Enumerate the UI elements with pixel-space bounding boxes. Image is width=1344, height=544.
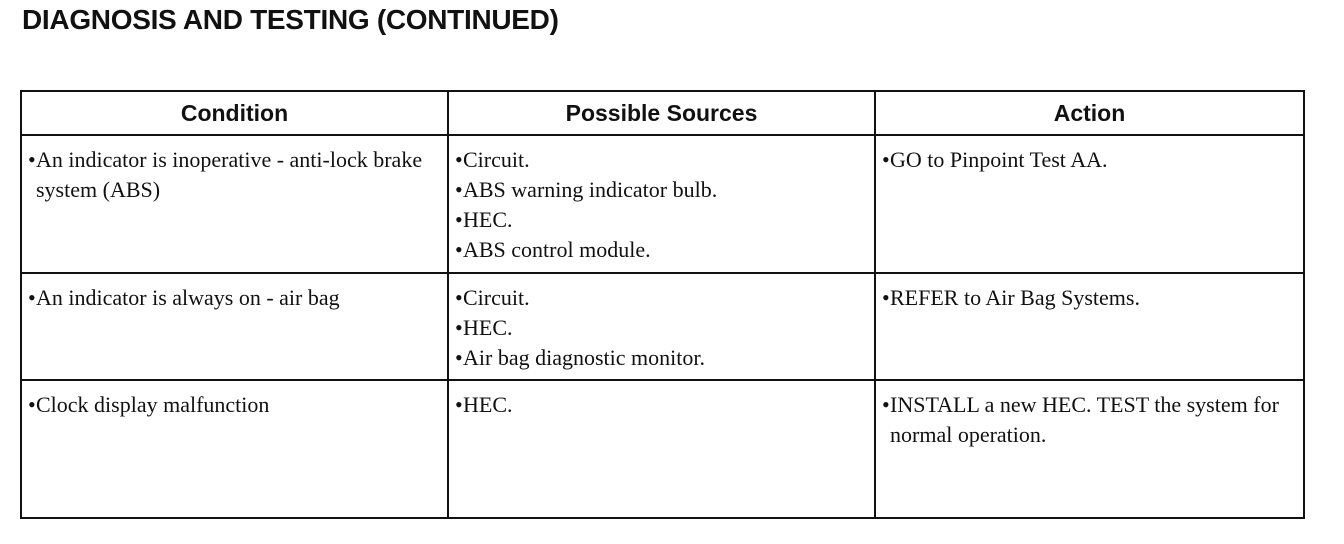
condition-cell bbox=[21, 273, 448, 380]
list-item bbox=[455, 313, 868, 343]
list-item bbox=[455, 175, 868, 205]
source-text: Air bag diagnostic monitor. bbox=[463, 345, 705, 370]
list-item bbox=[28, 390, 441, 420]
list-item bbox=[455, 343, 868, 373]
bullet-icon: • bbox=[882, 285, 890, 310]
diagnosis-table bbox=[20, 90, 1305, 519]
action-cell bbox=[875, 135, 1304, 273]
header-possible-sources: Possible Sources bbox=[448, 91, 875, 135]
list-item bbox=[455, 145, 868, 175]
action-cell bbox=[875, 273, 1304, 380]
action-text: GO to Pinpoint Test AA. bbox=[890, 147, 1108, 172]
action-text: INSTALL a new HEC. TEST the system for normal operation. bbox=[890, 392, 1279, 447]
bullet-icon: • bbox=[455, 345, 463, 370]
source-text: ABS control module. bbox=[463, 237, 651, 262]
list-item bbox=[882, 283, 1297, 313]
bullet-icon: • bbox=[455, 147, 463, 172]
condition-cell bbox=[21, 380, 448, 518]
source-text: HEC. bbox=[463, 315, 513, 340]
bullet-icon: • bbox=[882, 147, 890, 172]
bullet-icon: • bbox=[28, 285, 36, 310]
page-title: DIAGNOSIS AND TESTING (CONTINUED) bbox=[22, 4, 559, 35]
list-item bbox=[882, 145, 1297, 175]
list-item bbox=[455, 235, 868, 265]
header-condition: Condition bbox=[21, 91, 448, 135]
sources-cell bbox=[448, 135, 875, 273]
condition-cell bbox=[21, 135, 448, 273]
source-text: HEC. bbox=[463, 392, 513, 417]
source-text: Circuit. bbox=[463, 285, 530, 310]
table-row bbox=[21, 135, 1304, 273]
action-text: REFER to Air Bag Systems. bbox=[890, 285, 1140, 310]
sources-cell bbox=[448, 380, 875, 518]
list-item bbox=[455, 283, 868, 313]
bullet-icon: • bbox=[455, 392, 463, 417]
bullet-icon: • bbox=[455, 177, 463, 202]
sources-cell bbox=[448, 273, 875, 380]
bullet-icon: • bbox=[882, 392, 890, 417]
bullet-icon: • bbox=[28, 392, 36, 417]
source-text: ABS warning indicator bulb. bbox=[463, 177, 718, 202]
header-action: Action bbox=[875, 91, 1304, 135]
bullet-icon: • bbox=[28, 147, 36, 172]
table-row bbox=[21, 380, 1304, 518]
list-item bbox=[28, 283, 441, 313]
list-item bbox=[455, 205, 868, 235]
table-row bbox=[21, 273, 1304, 380]
list-item bbox=[882, 390, 1297, 450]
table-header-row bbox=[21, 91, 1304, 135]
source-text: Circuit. bbox=[463, 147, 530, 172]
bullet-icon: • bbox=[455, 315, 463, 340]
source-text: HEC. bbox=[463, 207, 513, 232]
condition-text: An indicator is always on - air bag bbox=[36, 285, 340, 310]
action-cell bbox=[875, 380, 1304, 518]
bullet-icon: • bbox=[455, 207, 463, 232]
list-item bbox=[455, 390, 868, 420]
bullet-icon: • bbox=[455, 285, 463, 310]
condition-text: Clock display malfunction bbox=[36, 392, 270, 417]
bullet-icon: • bbox=[455, 237, 463, 262]
list-item bbox=[28, 145, 441, 205]
condition-text: An indicator is inoperative - anti-lock brake system (ABS) bbox=[36, 147, 423, 202]
